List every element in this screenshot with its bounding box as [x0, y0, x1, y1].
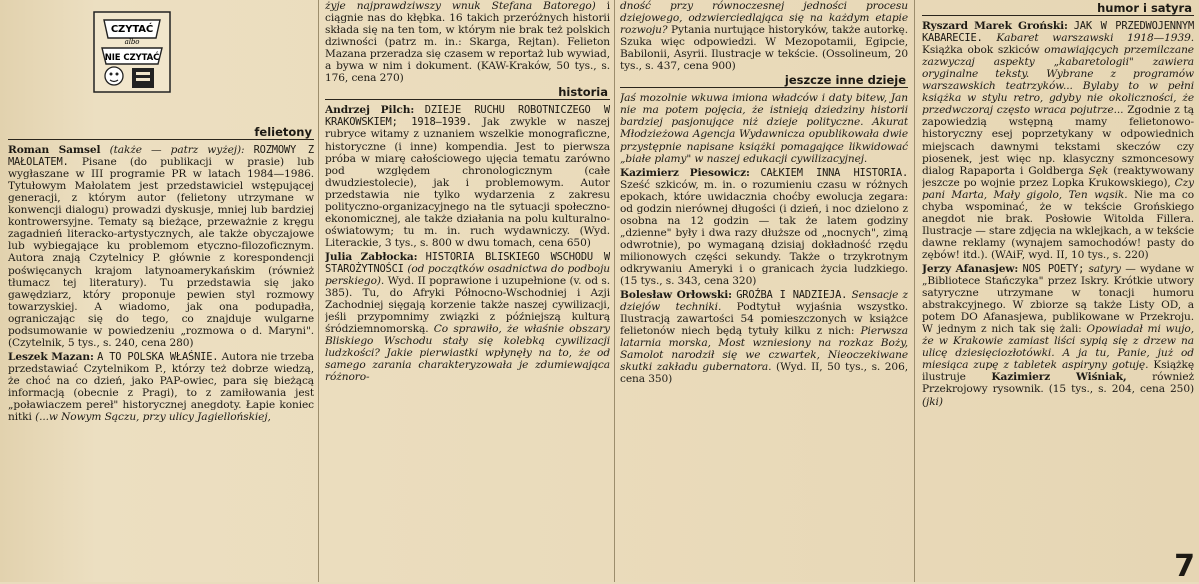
review-orlowski: Bolesław Orłowski: GROŹBA I NADZIEJA. Sensacje z dziejów techniki. Podtytuł wyjaśnia wszystko. Ilustracją zawartości 54 pomieszczonych w książce felietonów niech będą tytuły kilku z nich: Pierwsza latarnia morska, Most wzniesiony na rozkaz Boży, Samolot narodził się we czwartek, Nieoczekiwane skutki zakładu gubernatora. (Wyd. II, 50 tys., s. 206, cena 350) [620, 289, 908, 386]
review-zablocka-continued: dność przy równoczesnej jedności procesu dziejowego, odzwierciedlająca się na każdym etapie rozwoju? Pytania nurtujące historyków, także autorkę. Szuka więc odpowiedzi. W Mezopotamii, Egipcie, Babilonii, Asyrii. Ilustracje w tekście. (Ossolineum, 20 tys., s. 437, cena 900) [620, 0, 908, 73]
column-1 [8, 0, 314, 582]
column-2 [325, 0, 610, 582]
review-author: Kazimierz Piesowicz: [620, 166, 750, 179]
review-author: Ryszard Marek Groński: [922, 20, 1068, 33]
review-title: NOS POETY; [1022, 262, 1085, 275]
review-mazan-continued: żyje najprawdziwszy wnuk Stefana Batorego) i ciągnie nas do kłębka. 16 takich przeróżnych historii składa się na ten tom, w którym nie brak też polskich dziwności (patrz m. in.: Skarga, Rejtan). Felieton Mazana przeradza się czasem w reportaż lub wywiad, a bywa w nim i dokument. (KAW-Kraków, 50 tys., s. 176, cena 270) [325, 0, 610, 85]
review-piesowicz: Kazimierz Piesowicz: CAŁKIEM INNA HISTORIA. Sześć szkiców, m. in. o rozumieniu czasu w różnych epokach, które uwidacznia choćby ewolucja zegara: od godzin nierównej długości (i dzień, i noc dzielono z osobna na 12 godzin — tak że latem godziny „dzienne" były i dwa razy dłuższe od „nocnych", zimą odwrotnie), po wymaganą dzisiaj dokładność rzędu milionowych części sekundy. Także o trzykrotnym odkrywaniu Ameryki i o granicach życia ludzkiego. (15 tys., s. 343, cena 320) [620, 166, 908, 288]
review-author: Julia Zabłocka: [325, 250, 418, 263]
logo-bottom-text: NIE CZYTAĆ [104, 53, 160, 63]
logo-middle-text: albo [124, 38, 140, 46]
review-title: GROŹBA I NADZIEJA. [736, 289, 848, 302]
column-divider [614, 0, 615, 582]
review-title: CAŁKIEM INNA HISTORIA. [760, 166, 908, 179]
column-divider [914, 0, 915, 582]
review-title: DZIEJE RUCHU ROBOTNICZEGO W KRAKOWSKIEM; 1918—1939. [325, 104, 610, 129]
column-4 [922, 0, 1194, 582]
review-afanasjew: Jerzy Afanasjew: NOS POETY; satyry — wydane w „Bibliotece Stańczyka" przez Iskry. Krótkie utwory satyryczne utrzymane w tonacji humoru abstrakcyjnego. W zbiorze są także Listy OD, a potem DO Afanasjewa, publikowane w Przekroju. W jednym z nich tak się żali: Opowiadał mi wujo, że w Krakowie zamiast liści sypią się z drzew na ulicę dziesięciozłotówki. A ja tu, Panie, już od miesiąca zupę z tabletek aspiryny gotuję. Książkę ilustruje Kazimierz Wiśniak, również Przekrojowy rysownik. (15 tys., s. 204, cena 250) (jki) [922, 262, 1194, 408]
review-title: ROZMOWY Z MAŁOLATEM. [8, 144, 314, 169]
section-header-humor-i-satyra: humor i satyra [922, 2, 1194, 16]
section-header-felietony: felietony [8, 126, 314, 140]
column-divider [318, 0, 319, 582]
review-title: HISTORIA BLISKIEGO WSCHODU W STAROŻYTNOŚCI [325, 250, 610, 275]
review-title: JAK W PRZEDWOJENNYM KABARECIE. [922, 20, 1194, 45]
section-header-historia: historia [325, 86, 610, 100]
review-mazan: Leszek Mazan: A TO POLSKA WŁAŚNIE. Autora nie trzeba przedstawiać Czytelnikom P., którzy też dobrze wiedzą, że choć na co dzień, jako PAP-owiec, para się bieżącą informacją (obecnie z Pragi), to z zamiłowania jest „poławiaczem pereł" historycznej anegdoty. Łapie koniec nitki (...w Nowym Sączu, przy ulicy Jagiellońskiej, [8, 350, 314, 424]
review-zablocka: Julia Zabłocka: HISTORIA BLISKIEGO WSCHODU W STAROŻYTNOŚCI (od początków osadnictwa do podboju perskiego). Wyd. II poprawione i uzupełnione (v. od s. 385). Tu, do Afryki Północno-Wschodniej i Azji Zachodniej sięgają korzenie także naszej cywilizacji, jeśli przypomnimy związki z późniejszą kulturą śródziemnomorską. Co sprawiło, że właśnie obszary Bliskiego Wschodu stały się kolebką cywilizacji ludzkości? Jakie pierwiastki wpłynęły na to, że od samego zarania charakteryzowała je zdumiewająca różnoro- [325, 250, 610, 384]
author-signature: (jki) [922, 395, 943, 408]
review-author: Leszek Mazan: [8, 350, 94, 363]
column-3 [620, 0, 908, 582]
czytac-albo-nie-czytac-logo [86, 10, 176, 96]
logo-top-text: CZYTAĆ [110, 24, 154, 35]
section-header-jeszcze-inne-dzieje: jeszcze inne dzieje [620, 74, 908, 88]
review-author: Andrzej Pilch: [325, 104, 415, 117]
page-number: 7 [1174, 549, 1195, 584]
section-intro: Jaś mozolnie wkuwa imiona władców i daty bitew, Jan nie ma potem pojęcia, że istnieją dziedziny historii bardziej pasjonujące niż dzieje polityczne. Akurat Młodzieżowa Agencja Wydawnicza opublikowała dwie przystępnie napisane książki pomagające likwidować „białe plamy" w naszej edukacji cywilizacyjnej. [620, 92, 908, 165]
review-gronski: Ryszard Marek Groński: JAK W PRZEDWOJENNYM KABARECIE. Kabaret warszawski 1918—1939. Książka obok szkiców omawiających przemilczane zazwyczaj aspekty „kabaretologii" zawiera oryginalne teksty. Wybrane z programów warszawskich teatrzyków... Bylaby to w pełni książka w stylu retro, gdyby nie okoliczności, że przedwczoraj często wraca pojutrze... Zgodnie z tą zapowiedzią wstępną mamy felietonowo-historyczny esej poprzetykany w odpowiednich miejscach dawnymi tekstami skeczów czy piosenek, jest więc np. klasyczny szmoncesowy dialog Rapaporta i Goldberga Sęk (reaktywowany jeszcze po wojnie przez Lopka Krukowskiego), Czy pani Marta, Mały gigolo, Ten wąsik. Nie ma co chyba wspominać, że w tekście Grońskiego anegdot nie brak. Posłowie Witolda Fillera. Ilustracje — stare zdjęcia na wklejkach, a w tekście dawne reklamy (wynajem samochodów! pasty do zębów! itd.). (WAiF, wyd. II, 10 tys., s. 220) [922, 20, 1194, 261]
review-samsel: Roman Samsel (także — patrz wyżej): ROZMOWY Z MAŁOLATEM. Pisane (do publikacji w prasie) lub wygłaszane w III programie PR w latach 1984—1986. Tytułowym Małolatem jest przedstawiciel wstępującej generacji, z którym autor (felietony utrzymane w konwencji dialogu) prowadzi dyskusje, mniej lub bardziej kontrowersyjne. Tematy są bieżące, przeważnie z kręgu zagadnień literacko-artystycznych, ale także obyczajowe lub wybiegające ku problemom etyczno-filozoficznym. Autora znają Czytelnicy P. głównie z korespondencji poświęcanych krajom latynoamerykańskim (również tłumacz tej literatury). Tu przedstawia się jako gawędziarz, który proponuje pewien styl rozmowy towarzyskiej. A wiadomo, jak ona podupadła, ograniczając się do tego, co znajduje wulgarne podsumowanie w powiedzeniu „rozmowa o d. Maryni". (Czytelnik, 5 tys., s. 240, cena 280) [8, 144, 314, 349]
review-pilch: Andrzej Pilch: DZIEJE RUCHU ROBOTNICZEGO W KRAKOWSKIEM; 1918—1939. Jak zwykle w naszej rubryce witamy z uznaniem wszelkie monograficzne, historyczne (i inne) kompendia. Jest to pierwsza próba w miarę całościowego ujęcia tematu zarówno pod względem chronologicznym (całe dwudziestolecie), jak i problemowym. Autor przedstawia nie tylko wydarzenia z zakresu polityczno-organizacyjnego na tle sytuacji społeczno-ekonomicznej, ale także działania na polu kulturalno-oświatowym; tu m. in. ruch wydawniczy. (Wyd. Literackie, 3 tys., s. 800 w dwu tomach, cena 650) [325, 104, 610, 249]
review-author: Jerzy Afanasjew: [922, 262, 1019, 275]
review-author: Bolesław Orłowski: [620, 289, 732, 302]
review-title: A TO POLSKA WŁAŚNIE. [97, 350, 219, 363]
review-author: Roman Samsel [8, 144, 101, 157]
